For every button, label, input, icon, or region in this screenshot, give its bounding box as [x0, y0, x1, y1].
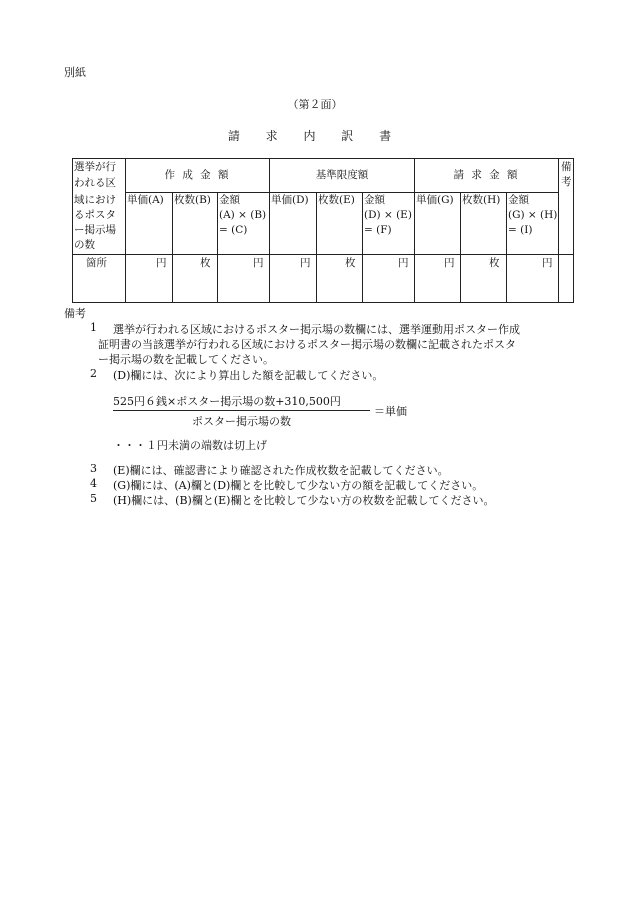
notes-heading: 備考: [64, 307, 86, 320]
attachment-label: 別紙: [64, 66, 86, 79]
col-amount-c: 金額: [219, 194, 240, 206]
col-amount-i: = (I): [508, 224, 533, 236]
table-border-top: [72, 158, 574, 159]
col-amount-c: (A) × (B): [219, 209, 267, 221]
unit-yen-i: 円: [542, 257, 553, 269]
table-rule-v6: [362, 192, 363, 303]
col-amount-c: = (C): [219, 224, 248, 236]
note-line: (E)欄には、確認書により確認された作成枚数を記載してください。: [113, 464, 449, 477]
col-amount-f: = (F): [364, 224, 392, 236]
note-line: 証明書の当該選挙が行われる区域におけるポスター掲示場の数欄に記載されたポスタ: [98, 338, 516, 351]
row-header-line: の数: [74, 239, 95, 251]
note-line: (D)欄には、次により算出した額を記載してください。: [113, 369, 384, 382]
unit-sheets-h: 枚: [489, 257, 500, 269]
col-amount-f: 金額: [364, 194, 385, 206]
unit-places: 箇所: [86, 257, 107, 269]
col-count-b: 枚数(B): [174, 194, 211, 206]
table-rule-v2: [172, 192, 173, 303]
formula-result: ＝単価: [374, 405, 407, 418]
note-line: 選挙が行われる区域におけるポスター掲示場の数欄には、選挙運動用ポスター作成: [113, 323, 520, 336]
group-header-creation-amount: 作 成 金 額: [164, 169, 231, 181]
table-border-right: [573, 158, 574, 303]
remarks-header: 考: [561, 176, 572, 188]
remarks-header: 備: [561, 161, 572, 173]
unit-yen-f: 円: [398, 257, 409, 269]
formula-numerator: 525円６銭×ポスター掲示場の数+310,500円: [113, 395, 341, 408]
col-count-h: 枚数(H): [462, 194, 501, 206]
note-line: (H)欄には、(B)欄と(E)欄とを比較して少ない方の枚数を記載してください。: [113, 494, 495, 507]
formula-fraction-bar: [113, 410, 370, 411]
note-number: 4: [90, 477, 97, 490]
row-header-line: ー掲示場: [74, 224, 116, 236]
col-unit-price-d: 単価(D): [271, 194, 309, 206]
table-rule-units: [72, 254, 574, 255]
document-title: 請 求 内 訳 書: [227, 129, 403, 143]
formula-denominator: ポスター掲示場の数: [192, 415, 291, 428]
col-amount-i: 金額: [508, 194, 529, 206]
note-number: 2: [90, 367, 97, 380]
note-line: (G)欄には、(A)欄と(D)欄とを比較して少ない方の額を記載してください。: [113, 479, 484, 492]
table-rule-v3: [217, 192, 218, 303]
table-border-bottom: [72, 302, 574, 303]
table-rule-v5: [316, 192, 317, 303]
table-rule-v9: [506, 192, 507, 303]
note-number: 3: [90, 462, 97, 475]
note-number: 5: [90, 492, 97, 505]
col-unit-price-g: 単価(G): [416, 194, 454, 206]
unit-yen-c: 円: [253, 257, 264, 269]
table-rule-v10: [558, 158, 559, 303]
unit-sheets-b: 枚: [200, 257, 211, 269]
unit-yen-g: 円: [444, 257, 455, 269]
group-header-limit-amount: 基準限度額: [315, 169, 369, 181]
rounding-note: ・・・１円未満の端数は切上げ: [113, 439, 267, 452]
table-border-left: [72, 158, 73, 303]
table-rule-v8: [460, 192, 461, 303]
row-header-line: 域におけ: [74, 194, 116, 206]
unit-yen-d: 円: [300, 257, 311, 269]
col-amount-i: (G) × (H): [508, 209, 558, 221]
row-header-line: るポスタ: [74, 209, 116, 221]
note-number: 1: [90, 321, 97, 334]
row-header-line: 選挙が行: [74, 161, 116, 173]
note-line: ー掲示場の数を記載してください。: [98, 353, 274, 366]
col-amount-f: (D) × (E): [364, 209, 412, 221]
group-header-claim-amount: 請 求 金 額: [453, 169, 520, 181]
col-count-e: 枚数(E): [318, 194, 355, 206]
page-subtitle: （第２面）: [287, 98, 343, 111]
row-header-line: われる区: [74, 177, 116, 189]
breakdown-table: [72, 158, 574, 303]
unit-yen-a: 円: [156, 257, 167, 269]
unit-sheets-e: 枚: [345, 257, 356, 269]
col-unit-price-a: 単価(A): [127, 194, 164, 206]
